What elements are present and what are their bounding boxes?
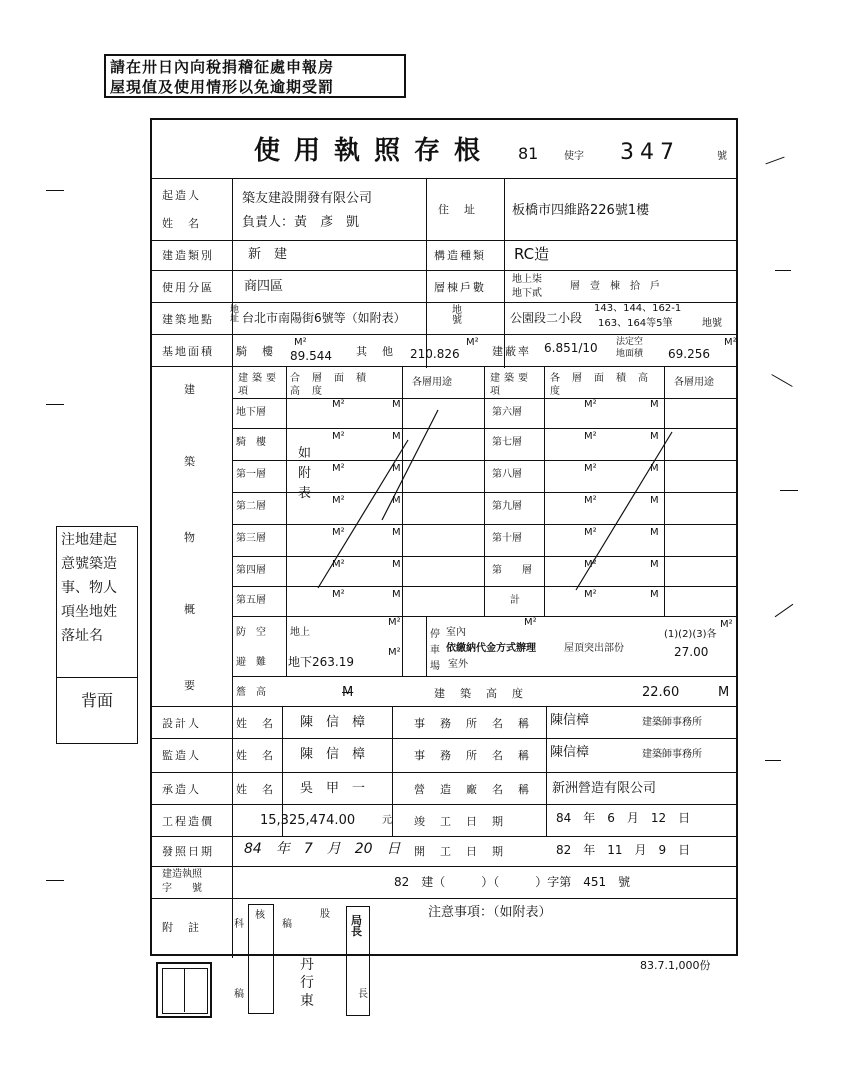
parking-label: 場 <box>430 661 440 672</box>
builder-address-label: 住 址 <box>438 203 477 216</box>
legal-unit: M² <box>724 337 737 348</box>
unit-m2: M² <box>332 559 345 570</box>
legal-label-2: 地面積 <box>616 349 644 359</box>
roof-label: 屋頂突出部份 <box>564 643 624 654</box>
tax-notice-line2: 屋現值及使用情形以免逾期受罰 <box>110 78 335 96</box>
start-date: 82 年 11 月 9 日 <box>556 843 691 857</box>
col-item-header: 建築要項 <box>238 373 280 397</box>
side-note-line: 落址名 <box>61 628 103 644</box>
approval-stamp: 核 <box>248 904 274 1014</box>
permit-suffix: 號 <box>717 151 727 162</box>
structure-label: 構造種類 <box>434 249 486 262</box>
other-label: 其 他 <box>356 345 395 358</box>
builder-company: 築友建設開發有限公司 <box>242 191 373 206</box>
unit-m: M <box>392 399 401 410</box>
other-area: 210.826 <box>410 347 460 361</box>
unit-m: M <box>650 527 659 538</box>
lot-numbers-2: 163、164等5筆 <box>598 318 673 329</box>
parking-outdoor: 室外 <box>448 659 468 670</box>
build-type: 新 建 <box>248 247 288 262</box>
floors-label: 層棟戶數 <box>434 281 486 294</box>
eave-value: M <box>342 685 354 700</box>
roof-value: (1)(2)(3)各 <box>664 629 717 640</box>
floors-rest: 層 壹 棟 拾 戶 <box>570 281 660 292</box>
height-unit: M <box>718 685 730 700</box>
unit-m2: M² <box>332 431 345 442</box>
lot-section: 公園段二小段 <box>510 311 583 325</box>
parking-label: 停 <box>430 629 440 640</box>
unit-m2: M² <box>332 495 345 506</box>
height-label: 建 築 高 度 <box>434 687 525 700</box>
contractor-name-label: 姓 名 <box>236 783 275 796</box>
unit-m2: M² <box>584 589 597 600</box>
shelter-below-unit: M² <box>388 647 401 658</box>
director-stamp: 局長 <box>346 906 370 1016</box>
overview-side-label: 建 <box>184 383 197 396</box>
lot-tag: 地號 <box>452 305 484 326</box>
overview-side-label: 概 <box>184 603 197 616</box>
legal-area: 69.256 <box>668 347 710 361</box>
supervisor-office-label: 事 務 所 名 稱 <box>414 749 531 762</box>
build-type-label: 建造類別 <box>162 249 214 262</box>
site-address: 台北市南陽街6號等（如附表） <box>242 311 406 325</box>
permit-prefix: 使字 <box>564 151 584 162</box>
unit-m: M <box>650 431 659 442</box>
roof-area: 27.00 <box>674 645 709 659</box>
unit-m: M <box>392 559 401 570</box>
unit-m2: M² <box>332 527 345 538</box>
eave-label: 簷 高 <box>236 687 266 698</box>
floor-label: 第 層 <box>492 565 532 576</box>
shelter-label-2: 避 難 <box>236 657 266 668</box>
cost-value: 15,325,474.00 <box>260 813 356 828</box>
floor-label: 第三層 <box>236 533 266 544</box>
unit-m: M <box>650 589 659 600</box>
overview-side-label: 築 <box>184 455 197 468</box>
contractor-label: 承造人 <box>162 783 201 796</box>
margin-mark <box>46 880 64 881</box>
permit-number: 347 <box>620 140 680 165</box>
overview-side-label: 要 <box>184 679 197 692</box>
permit-ref-label-1: 建造執照 <box>162 869 202 880</box>
contractor-name: 吳 甲 一 <box>300 781 366 796</box>
tax-notice-line1: 請在卅日內向稅捐稽征處申報房 <box>110 58 335 76</box>
total-label: 計 <box>510 595 520 606</box>
finish-date-label: 竣 工 日 期 <box>414 815 505 828</box>
designer-name-label: 姓 名 <box>236 717 275 730</box>
builder-label: 起造人 <box>162 189 201 202</box>
permit-ref-label-2: 字 號 <box>162 883 202 894</box>
legal-label-1: 法定空 <box>616 337 644 347</box>
zone: 商四區 <box>244 279 284 294</box>
floor-label: 第七層 <box>492 437 522 448</box>
supervisor-label: 監造人 <box>162 749 201 762</box>
site-address-tag: 地址 <box>230 305 240 324</box>
unit-m: M <box>392 495 401 506</box>
supervisor-name: 陳 信 樟 <box>300 747 366 762</box>
zone-label: 使用分區 <box>162 281 214 294</box>
site-label: 建築地點 <box>162 313 214 326</box>
supervisor-name-label: 姓 名 <box>236 749 275 762</box>
floor-label: 第六層 <box>492 407 522 418</box>
unit-m: M <box>392 431 401 442</box>
builder-address: 板橋市四維路226號1樓 <box>512 203 650 218</box>
floor-label: 第一層 <box>236 469 266 480</box>
unit-m: M <box>392 527 401 538</box>
arcade-label: 騎 樓 <box>236 345 275 358</box>
unit-m: M <box>392 589 401 600</box>
builder-person: 負責人：黃 彥 凱 <box>242 215 360 230</box>
side-note-line: 注地建起 <box>61 532 117 548</box>
finish-date: 84 年 6 月 12 日 <box>556 811 691 825</box>
unit-m2: M² <box>584 559 597 570</box>
unit-m2: M² <box>332 463 345 474</box>
designer-label: 設計人 <box>162 717 201 730</box>
shelter-unit: M² <box>388 617 401 628</box>
cost-label: 工程造價 <box>162 815 214 828</box>
permit-ref: 82 建（ ）（ ）字第 451 號 <box>394 875 631 889</box>
lot-suffix: 地號 <box>702 318 722 329</box>
side-note-back: 背面 <box>81 691 114 710</box>
designer-office-label: 事 務 所 名 稱 <box>414 717 531 730</box>
side-note-box <box>56 526 138 744</box>
unit-m: M <box>650 495 659 506</box>
sign-label: 科 <box>234 919 244 930</box>
floor-label: 地下層 <box>236 407 266 418</box>
building-height: 22.60 <box>642 685 680 700</box>
unit-m: M <box>650 559 659 570</box>
sign-label: 長 <box>358 989 368 1000</box>
cancel-strike-marks <box>152 120 738 954</box>
arcade-unit: M² <box>294 337 307 348</box>
floors-above: 地上柒 <box>512 274 542 285</box>
shelter-label-1: 防 空 <box>236 627 266 638</box>
tax-notice <box>104 54 406 98</box>
supervisor-office-suffix: 建築師事務所 <box>642 749 702 760</box>
unit-m2: M² <box>584 463 597 474</box>
side-note-line: 項坐地姓 <box>61 604 117 620</box>
floor-label: 第十層 <box>492 533 522 544</box>
see-attached-note: 如附表 <box>298 446 312 501</box>
col-total-header-2: 各層面積高度 <box>550 373 660 397</box>
col-item-header-2: 建築要項 <box>490 373 532 397</box>
coverage: 6.851/10 <box>544 341 598 355</box>
contractor-firm: 新洲營造有限公司 <box>552 781 657 796</box>
unit-m: M <box>650 399 659 410</box>
unit-m2: M² <box>332 399 345 410</box>
floors-below: 地下貳 <box>512 288 542 299</box>
floor-label: 第四層 <box>236 565 266 576</box>
margin-mark <box>46 190 64 191</box>
margin-marks-right <box>755 140 835 940</box>
unit-m2: M² <box>584 495 597 506</box>
other-unit: M² <box>466 337 479 348</box>
form-title: 使用執照存根 <box>254 136 495 166</box>
sign-label: 股 <box>320 909 330 920</box>
area-label: 基地面積 <box>162 345 214 358</box>
cost-unit: 元 <box>382 815 392 826</box>
permit-year: 81 <box>518 144 539 163</box>
coverage-label: 建蔽率 <box>492 345 531 358</box>
remarks-label: 附 註 <box>162 921 201 934</box>
signature-name: 丹行東 <box>300 957 314 1009</box>
unit-m: M <box>650 463 659 474</box>
floor-label: 第二層 <box>236 501 266 512</box>
side-note-line: 事、物人 <box>61 580 117 596</box>
floor-label: 第九層 <box>492 501 522 512</box>
sign-label: 稿 <box>282 919 292 930</box>
col-use-header-2: 各層用途 <box>674 377 714 388</box>
unit-m2: M² <box>332 589 345 600</box>
overview-side-label: 物 <box>184 531 197 544</box>
shelter-below: 地下263.19 <box>288 655 354 669</box>
unit-m2: M² <box>584 399 597 410</box>
designer-name: 陳 信 樟 <box>300 715 366 730</box>
col-use-header: 各層用途 <box>412 377 452 388</box>
supervisor-office: 陳信樟 <box>550 745 590 760</box>
print-run: 83.7.1,000份 <box>640 959 711 972</box>
designer-office: 陳信樟 <box>550 713 590 728</box>
side-note-line: 意號築造 <box>61 556 117 572</box>
parking-unit: M² <box>524 617 537 628</box>
lot-numbers-1: 143、144、162-1 <box>594 303 682 314</box>
floor-label: 第五層 <box>236 595 266 606</box>
designer-office-suffix: 建築師事務所 <box>642 717 702 728</box>
arcade-area: 89.544 <box>290 349 332 363</box>
unit-m2: M² <box>584 527 597 538</box>
sign-label: 稿 <box>234 989 244 1000</box>
builder-name-label: 姓 名 <box>162 217 201 230</box>
official-seal <box>156 962 212 1018</box>
parking-label: 車 <box>430 645 440 656</box>
col-total-header: 合層面積高度 <box>290 373 378 397</box>
parking-indoor: 室內 <box>446 627 466 638</box>
unit-m2: M² <box>584 431 597 442</box>
margin-mark <box>46 404 64 405</box>
remarks-note: 注意事項：（如附表） <box>428 905 552 920</box>
structure: RC造 <box>514 245 550 263</box>
unit-m: M <box>392 463 401 474</box>
floor-label: 騎 樓 <box>236 437 266 448</box>
issue-date: 84 年 7 月 20 日 <box>244 841 401 857</box>
issue-date-label: 發照日期 <box>162 845 214 858</box>
roof-unit: M² <box>720 619 733 630</box>
floor-label: 第八層 <box>492 469 522 480</box>
shelter-above: 地上 <box>290 627 310 638</box>
parking-note: 依繳納代金方式辦理 <box>446 643 536 654</box>
start-date-label: 開 工 日 期 <box>414 845 505 858</box>
contractor-firm-label: 營 造 廠 名 稱 <box>414 783 531 796</box>
